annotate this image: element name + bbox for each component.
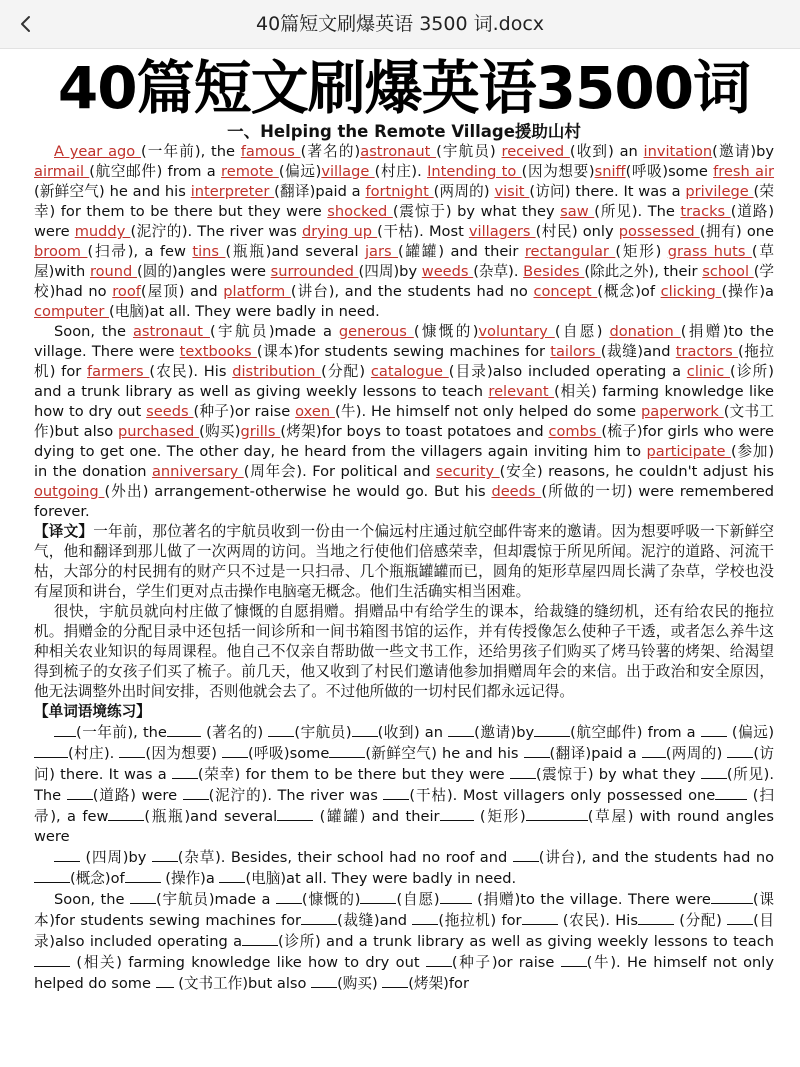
- answer-blank[interactable]: [34, 868, 70, 883]
- passage-text: (扫帚), a few: [34, 787, 774, 825]
- passage-text: (课本)for students sewing machines for: [34, 891, 775, 929]
- answer-blank[interactable]: [67, 785, 93, 800]
- answer-blank[interactable]: [167, 722, 201, 737]
- vocab-word: privilege: [685, 183, 754, 200]
- passage-text: (村庄).: [68, 745, 120, 762]
- answer-blank[interactable]: [152, 847, 178, 862]
- passage-text: (讲台), and the students had no: [538, 849, 775, 866]
- passage-text: (一年前), the: [140, 143, 241, 160]
- passage-text: (杂草). Besides, their school had no roof and: [177, 849, 513, 866]
- answer-blank[interactable]: [352, 722, 378, 737]
- exercise-label: 【单词语境练习】: [34, 703, 151, 720]
- passage-text: (裁缝)and: [337, 912, 413, 929]
- passage-text: (目录)also included operating a: [448, 363, 687, 380]
- answer-blank[interactable]: [383, 785, 409, 800]
- answer-blank[interactable]: [534, 722, 570, 737]
- passage-text: (矩形): [615, 243, 668, 260]
- vocab-word: fortnight: [365, 183, 434, 200]
- passage-text: (慷慨的): [301, 891, 361, 908]
- vocab-word: astronaut: [132, 323, 210, 340]
- vocab-word: deeds: [491, 483, 542, 500]
- vocab-word: generous: [338, 323, 414, 340]
- translation-paragraph: [34, 522, 774, 602]
- passage-text: (拥有) one: [699, 223, 774, 240]
- answer-blank[interactable]: [54, 722, 76, 737]
- passage-text: Soon, the: [54, 891, 130, 908]
- exercise-paragraph: [34, 889, 774, 994]
- vocab-word: concept: [533, 283, 598, 300]
- passage-text: (罐罐) and their: [398, 243, 525, 260]
- answer-blank[interactable]: [119, 743, 145, 758]
- passage-text: (呼吸)some: [625, 163, 714, 180]
- vocab-word: grills: [240, 423, 281, 440]
- passage-text: (参加) in the donation: [34, 443, 775, 480]
- passage-text: (慷慨的): [413, 323, 479, 340]
- vocab-word: muddy: [74, 223, 131, 240]
- file-title: 40篇短文刷爆英语 3500 词.docx: [255, 13, 545, 35]
- passage-text: (因为想要): [521, 163, 595, 180]
- passage-text: (相关) farming knowledge like how to dry out: [34, 383, 774, 420]
- passage: [34, 142, 774, 522]
- translation-text: 一年前，那位著名的宇航员收到一份由一个偏远村庄通过航空邮件寄来的邀请。因为想要呼吸一下新鲜空气，他和翻译到那儿做了一次两周的访问。当地之行使他们倍感荣幸，但却震惊于所见所闻。泥泞的道路、河流干枯，大部分的村民拥有的财产只不过是一只扫帚、几个瓶瓶罐罐而已，圆角的矩形草屋四周长满了杂草，学校也没有屋顶和讲台，学生们更对点击操作电脑毫无概念。他们生活确实相当困难。: [34, 523, 774, 600]
- vocab-word: astronaut: [360, 143, 437, 160]
- answer-blank[interactable]: [276, 889, 302, 904]
- answer-blank[interactable]: [242, 931, 278, 946]
- passage-text: (拖拉机) for: [438, 912, 522, 929]
- passage-text: (宇航员): [436, 143, 502, 160]
- passage-text: (罐罐) and their: [313, 808, 440, 825]
- passage-text: (新鲜空气) he and his: [365, 745, 524, 762]
- answer-blank[interactable]: [34, 952, 70, 967]
- passage-text: (航空邮件) from a: [570, 724, 701, 741]
- passage-text: (干枯). Most: [377, 223, 469, 240]
- passage-text: (安全) reasons, he couldn't adjust his: [499, 463, 774, 480]
- passage-text: (矩形): [473, 808, 526, 825]
- passage-text: (牛). He himself not only helped do some: [34, 954, 774, 992]
- passage-text: (购买): [199, 423, 241, 440]
- passage-text: (震惊于) by what they: [535, 766, 701, 783]
- answer-blank[interactable]: [34, 743, 68, 758]
- answer-blank[interactable]: [638, 910, 674, 925]
- passage-paragraph: [34, 322, 774, 522]
- vocab-word: catalogue: [370, 363, 449, 380]
- vocab-word: villagers: [468, 223, 536, 240]
- vocab-word: platform: [223, 283, 291, 300]
- answer-blank[interactable]: [561, 952, 587, 967]
- passage-text: (所做的一切) were remembered forever.: [34, 483, 774, 520]
- passage-text: (捐赠)to the village. There were: [34, 323, 774, 360]
- passage-text: (新鲜空气) he and his: [34, 183, 191, 200]
- passage-text: (分配): [673, 912, 728, 929]
- passage-text: (扫帚), a few: [87, 243, 193, 260]
- passage-text: (四周)by: [358, 263, 422, 280]
- vocab-word: clinic: [686, 363, 731, 380]
- answer-blank[interactable]: [426, 952, 452, 967]
- passage-text: (邀请)by: [712, 143, 775, 160]
- passage-text: (电脑)at all. They were badly in need.: [245, 870, 517, 887]
- passage-text: (收到) an: [377, 724, 449, 741]
- passage-text: (电脑)at all. They were badly in need.: [109, 303, 380, 320]
- vocab-word: Besides: [523, 263, 585, 280]
- vocab-word: weeds: [421, 263, 474, 280]
- vocab-word: security: [435, 463, 500, 480]
- passage-text: (因为想要): [145, 745, 222, 762]
- exercise-paragraph: [34, 722, 774, 847]
- passage-text: (荣幸) for them to be there but they were: [197, 766, 510, 783]
- passage-text: (访问) there. It was a: [34, 745, 774, 783]
- vocab-word: school: [702, 263, 754, 280]
- answer-blank[interactable]: [715, 785, 747, 800]
- answer-blank[interactable]: [526, 806, 588, 821]
- top-bar: [0, 0, 800, 49]
- passage-text: (翻译)paid a: [274, 183, 366, 200]
- passage-text: (荣幸) for them to be there but they were: [34, 183, 775, 220]
- vocab-word: famous: [240, 143, 301, 160]
- vocab-word: rectangular: [524, 243, 616, 260]
- vocab-word: village: [321, 163, 375, 180]
- passage-text: (宇航员)made a: [209, 323, 339, 340]
- passage-text: (种子)or raise: [451, 954, 561, 971]
- vocab-word: visit: [494, 183, 530, 200]
- answer-blank[interactable]: [222, 743, 248, 758]
- passage-paragraph: [34, 142, 774, 322]
- passage-text: (分配): [321, 363, 371, 380]
- passage-text: (泥泞的). The river was: [208, 787, 384, 804]
- answer-blank[interactable]: [448, 722, 474, 737]
- passage-text: (农民). His: [149, 363, 233, 380]
- vocab-word: relevant: [488, 383, 555, 400]
- passage-text: (目录)also included operating a: [34, 912, 775, 950]
- passage-text: (道路) were: [92, 787, 183, 804]
- passage-text: (概念)of: [70, 870, 125, 887]
- answer-blank[interactable]: [440, 889, 472, 904]
- passage-text: (干枯). Most villagers only possessed one: [409, 787, 716, 804]
- answer-blank[interactable]: [701, 722, 711, 737]
- passage-text: (自愿): [396, 891, 440, 908]
- passage-text: (农民). His: [557, 912, 638, 929]
- passage-text: (呼吸)some: [247, 745, 330, 762]
- passage-text: (著名的): [200, 724, 269, 741]
- vocab-word: anniversary: [151, 463, 244, 480]
- passage-text: (著名的): [300, 143, 361, 160]
- passage-text: (文书工作)but also: [34, 403, 774, 440]
- answer-blank[interactable]: [172, 764, 198, 779]
- vocab-word: tractors: [675, 343, 738, 360]
- vocab-word: drying up: [301, 223, 378, 240]
- passage-text: (道路) were: [34, 203, 775, 240]
- passage-text: (两周的): [433, 183, 495, 200]
- passage-text: (草屋)with: [34, 243, 774, 280]
- passage-text: (烤架)for boys to toast potatoes and: [280, 423, 549, 440]
- passage-text: (自愿): [554, 323, 610, 340]
- vocab-word: surrounded: [270, 263, 359, 280]
- passage-text: (一年前), the: [76, 724, 167, 741]
- answer-blank[interactable]: [727, 910, 753, 925]
- vocab-word: voluntary: [478, 323, 555, 340]
- vocab-word: textbooks: [179, 343, 257, 360]
- vocab-word: shocked: [327, 203, 393, 220]
- answer-blank[interactable]: [219, 868, 245, 883]
- vocab-word: tins: [192, 243, 226, 260]
- vocab-word: Intending to: [427, 163, 522, 180]
- passage-text: (震惊于) by what they: [392, 203, 561, 220]
- vocab-word: broom: [34, 243, 88, 260]
- answer-blank[interactable]: [650, 743, 666, 758]
- exercise: [34, 722, 774, 994]
- passage-text: (宇航员): [294, 724, 352, 741]
- vocab-word: tracks: [680, 203, 731, 220]
- answer-blank[interactable]: [711, 889, 737, 904]
- passage-text: (访问) there. It was a: [529, 183, 686, 200]
- answer-blank[interactable]: [382, 973, 408, 988]
- passage-text: (操作)a: [160, 870, 220, 887]
- passage-text: (四周)by: [80, 849, 152, 866]
- answer-blank[interactable]: [737, 889, 753, 904]
- vocab-word: paperwork: [641, 403, 724, 420]
- passage-text: (瓶瓶)and several: [144, 808, 278, 825]
- passage-text: (瓶瓶)and several: [225, 243, 365, 260]
- passage-text: (概念)of: [597, 283, 661, 300]
- passage-text: (梳子)for girls who were dying to get one. The other day, he heard from the villagers again inviting him to: [34, 423, 774, 460]
- passage-text: (外出) arrangement-otherwise he would go. But his: [104, 483, 492, 500]
- passage-text: (偏远): [278, 163, 322, 180]
- passage-text: Soon, the: [54, 323, 133, 340]
- document-body: [34, 52, 774, 994]
- passage-text: (宇航员)made a: [155, 891, 276, 908]
- translation-paragraph: 很快，宇航员就向村庄做了慷慨的自愿捐赠。捐赠品中有给学生的课本，给裁缝的缝纫机，还有给农民的拖拉机。捐赠金的分配目录中还包括一间诊所和一间书箱图书馆的运作，并有传授像怎么使种子干透，或者怎么养牛这种相关农业知识的每周课程。他自己不仅亲自帮助做一些文书工作，还给男孩子们购买了烤马铃薯的烤架、给渴望得到梳子的女孩子们买了梳子。前几天，他又收到了村民们邀请他参加捐赠周年会的来信。出于政治和安全原因，他无法调整外出时间安排，否则他就会去了。不过他所做的一切村民们都永远记得。: [34, 603, 774, 700]
- vocab-word: oxen: [295, 403, 335, 420]
- passage-text: (邀请)by: [474, 724, 535, 741]
- answer-blank[interactable]: [360, 889, 396, 904]
- passage-text: (航空邮件) from a: [89, 163, 222, 180]
- vocab-word: fresh air: [713, 163, 775, 180]
- answer-blank[interactable]: [130, 889, 156, 904]
- passage-text: (拖拉机) for: [34, 343, 774, 380]
- passage-text: (种子)or raise: [193, 403, 296, 420]
- vocab-word: outgoing: [34, 483, 105, 500]
- section-title: 一、Helping the Remote Village援助山村: [227, 122, 581, 141]
- vocab-word: distribution: [232, 363, 322, 380]
- translation-label: 【译文】: [34, 523, 94, 540]
- passage-text: (操作)a: [721, 283, 774, 300]
- answer-blank[interactable]: [642, 743, 650, 758]
- answer-blank[interactable]: [108, 806, 144, 821]
- vocab-word: jars: [365, 243, 399, 260]
- passage-text: (偏远): [726, 724, 775, 741]
- answer-blank[interactable]: [301, 910, 337, 925]
- vocab-word: round: [89, 263, 137, 280]
- vocab-word: seeds: [146, 403, 194, 420]
- vocab-word: interpreter: [190, 183, 275, 200]
- answer-blank[interactable]: [329, 743, 365, 758]
- vocab-word: A year ago: [54, 143, 141, 160]
- passage-text: (所见). The: [594, 203, 681, 220]
- vocab-word: clicking: [660, 283, 722, 300]
- passage-text: (相关) farming knowledge like how to dry out: [70, 954, 426, 971]
- answer-blank[interactable]: [277, 806, 313, 821]
- vocab-word: donation: [609, 323, 681, 340]
- answer-blank[interactable]: [125, 868, 161, 883]
- vocab-word: participate: [646, 443, 731, 460]
- answer-blank[interactable]: [466, 806, 474, 821]
- vocab-word: invitation: [643, 143, 713, 160]
- answer-blank[interactable]: [513, 847, 539, 862]
- vocab-word: computer: [34, 303, 110, 320]
- passage-text: (村民) only: [535, 223, 619, 240]
- vocab-word: sniff: [594, 163, 626, 180]
- passage-text: (翻译)paid a: [549, 745, 642, 762]
- passage-text: (屋顶) and: [140, 283, 224, 300]
- exercise-label-row: [34, 702, 774, 722]
- vocab-word: possessed: [618, 223, 700, 240]
- passage-text: (草屋) with round angles were: [34, 808, 774, 845]
- answer-blank[interactable]: [524, 743, 550, 758]
- passage-text: (周年会). For political and: [243, 463, 436, 480]
- passage-text: (泥泞的). The river was: [130, 223, 302, 240]
- vocab-word: farmers: [87, 363, 150, 380]
- vocab-word: saw: [560, 203, 595, 220]
- answer-blank[interactable]: [440, 806, 466, 821]
- vocab-word: airmail: [34, 163, 90, 180]
- passage-text: (诊所) and a trunk library as well as giving weekly lessons to teach: [34, 363, 774, 400]
- document-title: 40篇短文刷爆英语3500词: [57, 54, 751, 122]
- passage-text: (学校)had no: [34, 263, 775, 300]
- passage-text: (裁缝)and: [600, 343, 676, 360]
- passage-text: (课本)for students sewing machines for: [256, 343, 551, 360]
- passage-text: (讲台), and the students had no: [290, 283, 534, 300]
- answer-blank[interactable]: [311, 973, 337, 988]
- passage-text: (收到) an: [569, 143, 644, 160]
- passage-text: (文书工作)but also: [173, 975, 312, 992]
- passage-text: (杂草).: [473, 263, 524, 280]
- passage-text: (所见). The: [34, 766, 775, 804]
- answer-blank[interactable]: [727, 743, 753, 758]
- passage-text: (村庄).: [374, 163, 428, 180]
- vocab-word: roof: [112, 283, 141, 300]
- exercise-paragraph: [34, 847, 774, 889]
- answer-blank[interactable]: [183, 785, 209, 800]
- passage-text: (圆的)angles were: [137, 263, 271, 280]
- vocab-word: purchased: [118, 423, 200, 440]
- answer-blank[interactable]: [412, 910, 438, 925]
- answer-blank[interactable]: [711, 722, 727, 737]
- vocab-word: tailors: [550, 343, 601, 360]
- vocab-word: remote: [221, 163, 279, 180]
- passage-text: (两周的): [665, 745, 728, 762]
- passage-text: (捐赠)to the village. There were: [471, 891, 711, 908]
- vocab-word: received: [501, 143, 570, 160]
- answer-blank[interactable]: [701, 764, 727, 779]
- passage-text: (购买): [337, 975, 383, 992]
- vocab-word: combs: [548, 423, 602, 440]
- answer-blank[interactable]: [268, 722, 294, 737]
- vocab-word: grass huts: [667, 243, 752, 260]
- answer-blank[interactable]: [156, 973, 174, 988]
- answer-blank[interactable]: [522, 910, 558, 925]
- answer-blank[interactable]: [54, 847, 80, 862]
- answer-blank[interactable]: [510, 764, 536, 779]
- passage-text: (除此之外), their: [584, 263, 703, 280]
- passage-text: (牛). He himself not only helped do some: [334, 403, 642, 420]
- passage-text: (诊所) and a trunk library as well as giving weekly lessons to teach: [278, 933, 775, 950]
- passage-text: (烤架)for: [408, 975, 469, 992]
